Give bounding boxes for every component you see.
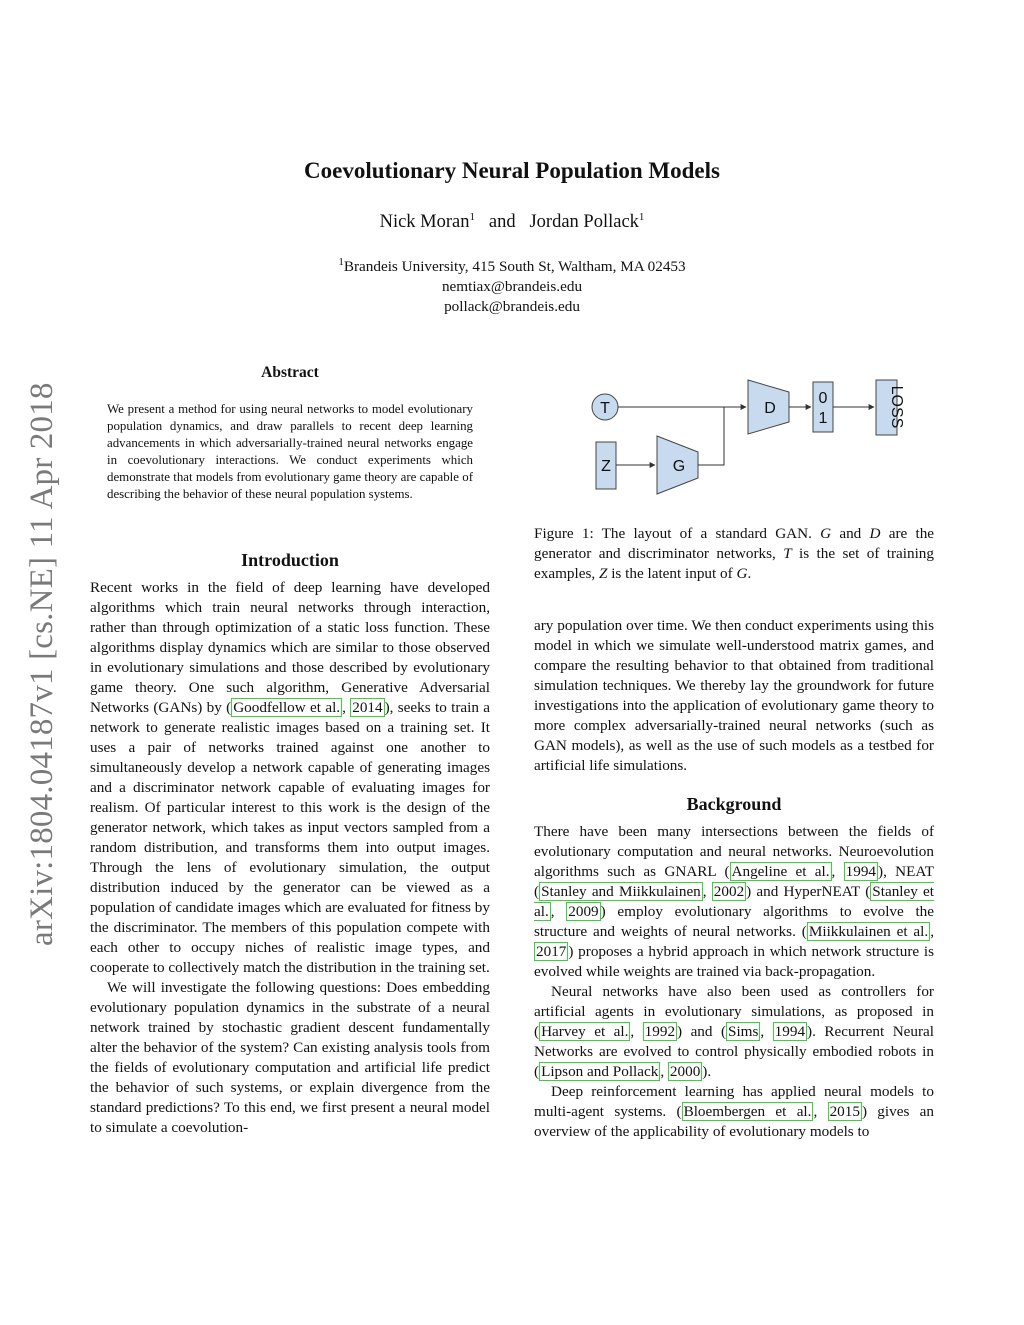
citation-link[interactable]: Stanley and Miikkulainen	[541, 883, 701, 900]
paragraph-text: ) and HyperNEAT (	[746, 883, 871, 900]
author-name: Nick Moran	[379, 212, 470, 232]
citation-link[interactable]: Stanley et al.	[534, 883, 934, 920]
citation-separator: ,	[760, 1023, 773, 1040]
figure-caption	[534, 524, 934, 584]
citation-year-link[interactable]: 2015	[829, 1103, 860, 1120]
citation-separator: ,	[831, 863, 844, 880]
author-line	[0, 212, 1024, 233]
caption-text: and	[839, 525, 862, 542]
loss-label: LOSS	[888, 385, 905, 429]
paragraph	[534, 822, 934, 982]
left-column	[90, 548, 490, 1138]
caption-text: are the generator and discriminator networks,	[534, 525, 935, 562]
citation-year-link[interactable]: 1992	[644, 1023, 676, 1040]
citation-year-link[interactable]: 2009	[568, 903, 599, 920]
paragraph-text: There have been many intersections between the fields of evolutionary computation and neural networks. Neuroevolution algorithms such as GNARL (	[534, 823, 934, 880]
paragraph-text: ). Recurrent Neural Networks are evolved to control physically embodied robots in (	[534, 1023, 935, 1080]
abstract-text: We present a method for using neural networks to model evolutionary population dynamics, and draw parallels to recent deep learning advancements in which adversarially-trained neural networks engage in coevolutionary interactions. We conduct experiments which demonstrate that models from evolutionary game theory are capable of describing the behavior of these neural population systems.	[107, 402, 473, 501]
paragraph-text: ) employ evolutionary algorithms to evolve the structure and weights of neural networks. (	[534, 903, 935, 940]
caption-text: is the latent input of	[611, 565, 733, 582]
paragraph-text: Recent works in the field of deep learning have developed algorithms which train neural networks through interaction, rather than through optimization of a static loss function. These algorithms display dynamics which are similar to those observed in evolutionary simulations and those described by evolutionary game theory. One such algorithm, Generative Adversarial Networks (GANs) by (	[90, 579, 490, 716]
citation-separator: ,	[813, 1103, 828, 1120]
section-heading-introduction: Introduction	[241, 550, 339, 570]
affiliation-block	[0, 257, 1024, 317]
citation-year-link[interactable]: 2014	[352, 699, 383, 716]
citation-link[interactable]: Miikkulainen et al.	[808, 923, 929, 940]
citation-year-link[interactable]: 1994	[845, 863, 877, 880]
citation-year-link[interactable]: 2002	[713, 883, 745, 900]
paragraph	[534, 982, 934, 1082]
citation-separator: ,	[702, 883, 712, 900]
caption-math: Z	[598, 565, 608, 582]
caption-text: .	[747, 565, 752, 582]
paragraph-text: ) proposes a hybrid approach in which network structure is evolved while weights are trained via back-propagation.	[534, 943, 934, 980]
arrow-g-to-d	[698, 407, 724, 465]
abstract-heading: Abstract	[261, 364, 319, 381]
output-label-zero: 0	[818, 390, 828, 407]
citation-separator: ,	[630, 1023, 643, 1040]
affiliation-marker: 1	[638, 210, 645, 223]
gan-diagram	[534, 370, 934, 520]
author-conjunction: and	[488, 212, 516, 232]
paragraph-text: ), seeks to train a network to generate realistic images based on a training set. It uses a pair of networks trained against one another to simultaneously develop a network capable of generating images and a discriminator network capable of evaluating images for realism. Of particular interest to this work is the design of the generator network, which takes as input vectors sampled from a random distribution, and transforms them into output images. Through the lens of evolutionary simulation, the output distribution induced by the generator can be viewed as a population of candidate images which are evaluated for fitness by the discriminator. The members of this population compete with each other to occupy niches of realistic image types, and cooperate to collectively match the distribution in the training set.	[90, 699, 490, 976]
paragraph	[90, 578, 490, 978]
output-label-one: 1	[818, 410, 828, 427]
discriminator-label: D	[764, 400, 776, 417]
caption-text: Figure 1: The layout of a standard GAN.	[534, 525, 812, 542]
citation-year-link[interactable]: 2000	[669, 1063, 701, 1080]
citation-link[interactable]: Sims	[728, 1023, 759, 1040]
section-heading-background: Background	[686, 794, 782, 814]
training-set-label: T	[600, 400, 610, 417]
author-name: Jordan Pollack	[529, 212, 639, 232]
caption-math: G	[736, 565, 748, 582]
paragraph-text: ) and (	[677, 1023, 727, 1040]
citation-link[interactable]: Lipson and Pollack	[541, 1063, 659, 1080]
paragraph-text: Deep reinforcement learning has applied neural models to multi-agent systems. (	[534, 1083, 934, 1120]
right-column	[534, 616, 934, 1142]
paper-title: Coevolutionary Neural Population Models	[304, 158, 720, 183]
paragraph-text: ), NEAT (	[534, 863, 934, 900]
paragraph: ary population over time. We then conduct experiments using this model in which we simulate well-understood matrix games, and compare the resulting behavior to that obtained from traditional simulation techniques. We thereby lay the groundwork for future investigations into the application of evolutionary game theory to more complex adversarially-trained neural networks (such as GAN models), as well as the use of such models as a testbed for artificial life simulations.	[534, 617, 934, 774]
caption-math: D	[869, 525, 881, 542]
affiliation-marker: 1	[338, 255, 344, 268]
email[interactable]: nemtiax@brandeis.edu	[441, 278, 583, 295]
citation-separator: ,	[342, 699, 351, 716]
paragraph-text: ).	[702, 1063, 712, 1080]
citation-link[interactable]: Goodfellow et al.	[233, 699, 341, 716]
paragraph: We will investigate the following questions: Does embedding evolutionary population dynamics in the substrate of a neural network trained by stochastic gradient descent fundamentally alter the behavior of the system? Can existing analysis tools from the fields of evolutionary computation and artificial life predict the behavior of such systems, or explain divergence from the standard predictions? To this end, we first present a neural model to simulate a coevolution-	[90, 979, 490, 1136]
paragraph-text: ) gives an overview of the applicability of evolutionary models to	[534, 1103, 934, 1140]
citation-separator: ,	[930, 923, 934, 940]
email[interactable]: pollack@brandeis.edu	[444, 298, 580, 315]
caption-math: T	[783, 545, 792, 562]
citation-link[interactable]: Bloembergen et al.	[683, 1103, 812, 1120]
citation-link[interactable]: Angeline et al.	[731, 863, 830, 880]
affiliation-marker: 1	[469, 210, 475, 223]
citation-separator: ,	[550, 903, 567, 920]
arxiv-stamp[interactable]: arXiv:1804.04187v1 [cs.NE] 11 Apr 2018	[24, 382, 60, 946]
figure-gan-diagram	[534, 370, 934, 520]
citation-link[interactable]: Harvey et al.	[541, 1023, 629, 1040]
caption-text: is the set of training examples,	[534, 545, 934, 582]
paragraph	[534, 1082, 934, 1142]
paragraph-text: Neural networks have also been used as controllers for artificial agents in evolutionary simulations, as proposed in (	[534, 983, 934, 1040]
caption-math: G	[820, 525, 832, 542]
citation-year-link[interactable]: 1994	[774, 1023, 806, 1040]
citation-year-link[interactable]: 2017	[536, 943, 567, 960]
latent-input-label: Z	[601, 458, 611, 475]
citation-separator: ,	[660, 1063, 668, 1080]
institution: Brandeis University, 415 South St, Waltham, MA 02453	[343, 258, 686, 275]
generator-label: G	[672, 458, 686, 475]
